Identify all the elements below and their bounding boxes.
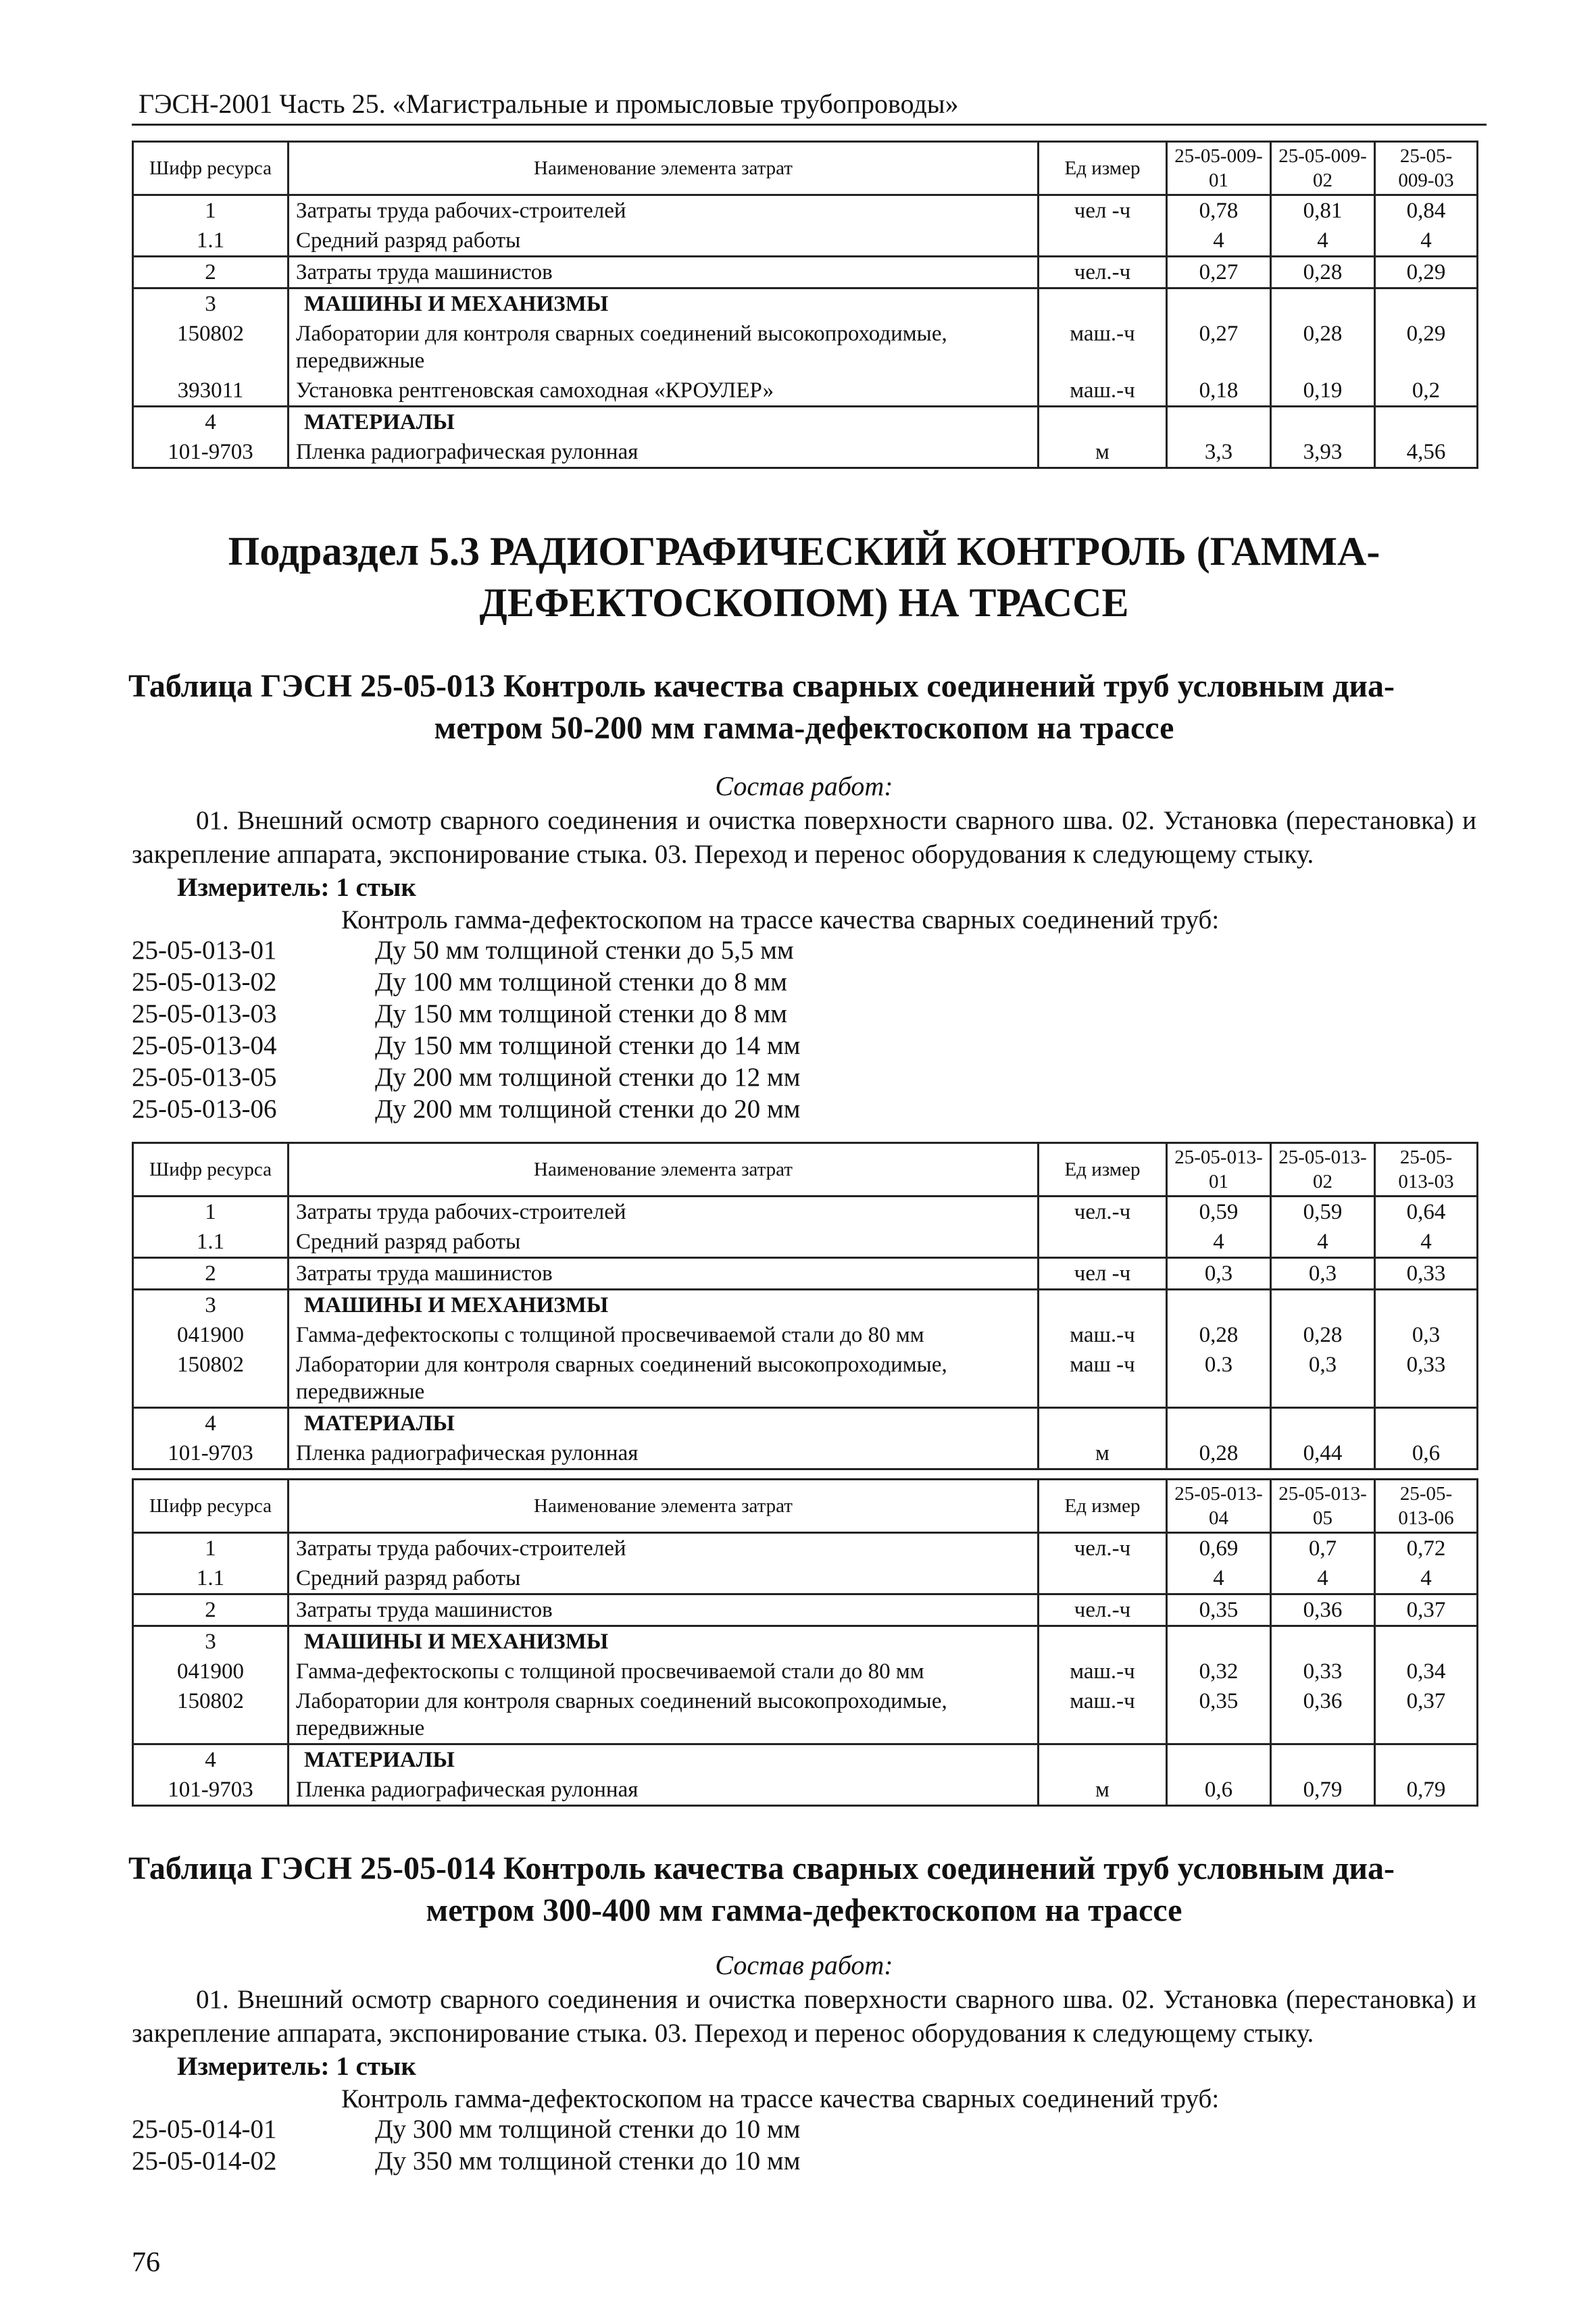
- norm-value: 0,28: [1167, 1320, 1271, 1350]
- column-header-unit: Ед измер: [1039, 1480, 1167, 1533]
- header-divider: [132, 124, 1487, 126]
- norm-value: 0,32: [1167, 1657, 1271, 1686]
- norm-value: 0,33: [1271, 1657, 1375, 1686]
- norm-value: 0,79: [1271, 1775, 1375, 1806]
- resource-code: 041900: [133, 1320, 289, 1350]
- resource-unit: чел.-ч: [1039, 1197, 1167, 1228]
- header-row: [133, 1143, 1478, 1197]
- table-row: [133, 1657, 1478, 1686]
- table-014-title-line2: метром 300-400 мм гамма-дефектоскопом на трассе: [426, 1892, 1182, 1928]
- norm-value: 0,2: [1375, 376, 1478, 407]
- norm-value: 0,84: [1375, 195, 1478, 226]
- norm-value: [1375, 1744, 1478, 1776]
- resource-code: 1: [133, 195, 289, 226]
- norm-value: 4: [1167, 1563, 1271, 1594]
- norm-value: 0,6: [1167, 1775, 1271, 1806]
- norm-value: 0,33: [1375, 1258, 1478, 1290]
- norm-value: [1375, 1626, 1478, 1657]
- resource-code: 101-9703: [133, 437, 289, 468]
- norm-code: 25-05-013-06: [132, 1095, 277, 1124]
- resource-name: Средний разряд работы: [289, 1227, 1039, 1258]
- norm-description: Ду 150 мм толщиной стенки до 8 мм: [375, 999, 787, 1028]
- norm-description: Ду 100 мм толщиной стенки до 8 мм: [375, 967, 787, 997]
- norm-value: 0,3: [1271, 1258, 1375, 1290]
- resource-unit: маш.-ч: [1039, 1320, 1167, 1350]
- norm-value: [1375, 1290, 1478, 1321]
- norm-value: 0,3: [1271, 1350, 1375, 1408]
- table-row: [133, 1258, 1478, 1290]
- resource-code: 4: [133, 1744, 289, 1776]
- norm-value: [1375, 407, 1478, 438]
- section-heading: МАТЕРИАЛЫ: [289, 1744, 1039, 1776]
- table-row: [133, 1533, 1478, 1564]
- resource-code: 1.1: [133, 226, 289, 257]
- norm-value: 4: [1271, 226, 1375, 257]
- list-item: [132, 1030, 1476, 1061]
- norm-value: [1167, 1408, 1271, 1439]
- norm-value: 4: [1167, 1227, 1271, 1258]
- norm-value: 0,3: [1375, 1320, 1478, 1350]
- resource-name: Лаборатории для контроля сварных соединений высокопроходимые, передвижные: [289, 1686, 1039, 1744]
- resource-name: Пленка радиографическая рулонная: [289, 1775, 1039, 1806]
- norm-value: 3,3: [1167, 437, 1271, 468]
- norm-value: 0,59: [1167, 1197, 1271, 1228]
- list-item: [132, 1061, 1476, 1093]
- norm-value: 0,6: [1375, 1438, 1478, 1469]
- column-header-code: Шифр ресурса: [133, 1143, 289, 1197]
- norm-value: 0,37: [1375, 1594, 1478, 1626]
- column-header-code: Шифр ресурса: [133, 142, 289, 195]
- resource-code: 2: [133, 1258, 289, 1290]
- resource-code: 393011: [133, 376, 289, 407]
- meter-013: Измеритель: 1 стык: [177, 873, 416, 902]
- header-row: [133, 142, 1478, 195]
- norm-value: [1271, 1626, 1375, 1657]
- resource-name: Гамма-дефектоскопы с толщиной просвечиваемой стали до 80 мм: [289, 1657, 1039, 1686]
- norm-description: Ду 300 мм толщиной стенки до 10 мм: [375, 2115, 801, 2144]
- norm-list-013: [132, 934, 1476, 1125]
- norm-value: [1271, 288, 1375, 320]
- works-description-013: [132, 804, 1476, 872]
- norm-value: 0,28: [1271, 1320, 1375, 1350]
- works-description-014: [132, 1983, 1476, 2051]
- works-heading-014: Состав работ:: [715, 1950, 893, 1980]
- resource-name: Средний разряд работы: [289, 226, 1039, 257]
- table-row: [133, 195, 1478, 226]
- meter-014: Измеритель: 1 стык: [177, 2052, 416, 2081]
- norm-value: 0,28: [1167, 1438, 1271, 1469]
- norm-value: 0,29: [1375, 257, 1478, 288]
- list-item: [132, 2113, 1476, 2145]
- norm-code: 25-05-013-01: [132, 936, 277, 965]
- norm-value: 0,78: [1167, 195, 1271, 226]
- norm-value: 0,35: [1167, 1594, 1271, 1626]
- column-header-unit: Ед измер: [1039, 1143, 1167, 1197]
- norm-value: 3,93: [1271, 437, 1375, 468]
- column-header-norm: 25-05-013-04: [1167, 1480, 1271, 1533]
- norm-value: 0,72: [1375, 1533, 1478, 1564]
- resource-unit: [1039, 226, 1167, 257]
- norm-value: 4: [1271, 1227, 1375, 1258]
- resource-unit: маш.-ч: [1039, 376, 1167, 407]
- resource-code: 4: [133, 407, 289, 438]
- resource-unit: [1039, 288, 1167, 320]
- resource-table-013-b: [132, 1478, 1478, 1807]
- resource-code: 1: [133, 1197, 289, 1228]
- table-014-title-line1: Таблица ГЭСН 25-05-014 Контроль качества сварных соединений труб условным диа-: [128, 1851, 1395, 1886]
- norm-code: 25-05-013-03: [132, 999, 277, 1028]
- norm-value: [1167, 1290, 1271, 1321]
- norm-value: 0,28: [1271, 257, 1375, 288]
- resource-code: 3: [133, 1626, 289, 1657]
- norm-value: 0,19: [1271, 376, 1375, 407]
- norm-code: 25-05-013-04: [132, 1031, 277, 1060]
- column-header-norm: 25-05-013-03: [1375, 1143, 1478, 1197]
- column-header-code: Шифр ресурса: [133, 1480, 289, 1533]
- resource-unit: чел -ч: [1039, 195, 1167, 226]
- norm-value: 0,35: [1167, 1686, 1271, 1744]
- control-intro-014: Контроль гамма-дефектоскопом на трассе качества сварных соединений труб:: [341, 2084, 1220, 2113]
- table-013-title-line2: метром 50-200 мм гамма-дефектоскопом на трассе: [434, 710, 1174, 746]
- section-heading: МАТЕРИАЛЫ: [289, 1408, 1039, 1439]
- resource-unit: чел.-ч: [1039, 257, 1167, 288]
- table-014-title: [128, 1848, 1480, 1932]
- resource-code: 2: [133, 1594, 289, 1626]
- resource-table-013-a: [132, 1142, 1478, 1470]
- resource-code: 101-9703: [133, 1438, 289, 1469]
- norm-list-014: [132, 2113, 1476, 2177]
- norm-code: 25-05-014-01: [132, 2115, 277, 2144]
- resource-name: Установка рентгеновская самоходная «КРОУЛЕР»: [289, 376, 1039, 407]
- resource-unit: [1039, 1744, 1167, 1776]
- norm-value: 0,36: [1271, 1594, 1375, 1626]
- table-row: [133, 1744, 1478, 1776]
- table-row: [133, 1686, 1478, 1744]
- norm-value: 0,7: [1271, 1533, 1375, 1564]
- section-heading: МАТЕРИАЛЫ: [289, 407, 1039, 438]
- section-heading: МАШИНЫ И МЕХАНИЗМЫ: [289, 1290, 1039, 1321]
- table-row: [133, 1290, 1478, 1321]
- norm-code: 25-05-014-02: [132, 2146, 277, 2175]
- resource-unit: [1039, 1626, 1167, 1657]
- norm-description: Ду 50 мм толщиной стенки до 5,5 мм: [375, 936, 794, 965]
- norm-code: 25-05-013-05: [132, 1063, 277, 1092]
- column-header-norm: 25-05-013-02: [1271, 1143, 1375, 1197]
- works-description-013-text: 01. Внешний осмотр сварного соединения и очистка поверхности сварного шва. 02. Установка (перестановка) и закрепление аппарата, экспонирование стыка. 03. Переход и перенос оборудования к следующему стыку.: [132, 806, 1476, 869]
- norm-value: [1167, 288, 1271, 320]
- resource-name: Пленка радиографическая рулонная: [289, 437, 1039, 468]
- header-row: [133, 1480, 1478, 1533]
- subsection-title-line1: Подраздел 5.3 РАДИОГРАФИЧЕСКИЙ КОНТРОЛЬ (ГАММА-: [228, 529, 1380, 574]
- table-row: [133, 226, 1478, 257]
- resource-unit: маш.-ч: [1039, 319, 1167, 376]
- resource-code: 4: [133, 1408, 289, 1439]
- norm-value: [1271, 1290, 1375, 1321]
- norm-value: [1167, 1744, 1271, 1776]
- resource-unit: [1039, 1408, 1167, 1439]
- norm-value: 4: [1271, 1563, 1375, 1594]
- norm-description: Ду 150 мм толщиной стенки до 14 мм: [375, 1031, 801, 1060]
- resource-code: 2: [133, 257, 289, 288]
- list-item: [132, 1093, 1476, 1125]
- resource-name: Затраты труда рабочих-строителей: [289, 195, 1039, 226]
- resource-name: Лаборатории для контроля сварных соединений высокопроходимые, передвижные: [289, 1350, 1039, 1408]
- column-header-name: Наименование элемента затрат: [289, 1143, 1039, 1197]
- list-item: [132, 966, 1476, 998]
- norm-value: 0,27: [1167, 257, 1271, 288]
- resource-table-009: [132, 141, 1478, 469]
- resource-unit: маш -ч: [1039, 1350, 1167, 1408]
- resource-code: 041900: [133, 1657, 289, 1686]
- resource-unit: [1039, 1290, 1167, 1321]
- resource-unit: маш.-ч: [1039, 1657, 1167, 1686]
- resource-unit: чел.-ч: [1039, 1533, 1167, 1564]
- column-header-name: Наименование элемента затрат: [289, 1480, 1039, 1533]
- resource-unit: чел -ч: [1039, 1258, 1167, 1290]
- column-header-norm: 25-05-013-01: [1167, 1143, 1271, 1197]
- norm-value: [1167, 407, 1271, 438]
- table-row: [133, 1775, 1478, 1806]
- norm-value: 4: [1375, 1563, 1478, 1594]
- norm-description: Ду 350 мм толщиной стенки до 10 мм: [375, 2146, 801, 2175]
- norm-value: [1167, 1626, 1271, 1657]
- resource-name: Средний разряд работы: [289, 1563, 1039, 1594]
- column-header-norm: 25-05-013-05: [1271, 1480, 1375, 1533]
- resource-name: Лаборатории для контроля сварных соединений высокопроходимые, передвижные: [289, 319, 1039, 376]
- norm-value: 0,69: [1167, 1533, 1271, 1564]
- resource-code: 3: [133, 288, 289, 320]
- table-row: [133, 1227, 1478, 1258]
- subsection-title-line2: ДЕФЕКТОСКОПОМ) НА ТРАССЕ: [479, 580, 1129, 625]
- norm-value: [1271, 1744, 1375, 1776]
- column-header-norm: 25-05-009-03: [1375, 142, 1478, 195]
- resource-name: Затраты труда машинистов: [289, 257, 1039, 288]
- resource-name: Затраты труда рабочих-строителей: [289, 1197, 1039, 1228]
- norm-value: 0,59: [1271, 1197, 1375, 1228]
- norm-value: 4: [1375, 226, 1478, 257]
- table-row: [133, 376, 1478, 407]
- subsection-title: [132, 526, 1476, 628]
- resource-name: Пленка радиографическая рулонная: [289, 1438, 1039, 1469]
- norm-value: 0,79: [1375, 1775, 1478, 1806]
- resource-name: Затраты труда рабочих-строителей: [289, 1533, 1039, 1564]
- norm-value: 0,81: [1271, 195, 1375, 226]
- table-row: [133, 1563, 1478, 1594]
- table-row: [133, 1350, 1478, 1408]
- list-item: [132, 934, 1476, 966]
- control-intro-013: Контроль гамма-дефектоскопом на трассе качества сварных соединений труб:: [341, 905, 1220, 934]
- norm-value: 0,44: [1271, 1438, 1375, 1469]
- resource-name: Гамма-дефектоскопы с толщиной просвечиваемой стали до 80 мм: [289, 1320, 1039, 1350]
- norm-description: Ду 200 мм толщиной стенки до 20 мм: [375, 1095, 801, 1124]
- list-item: [132, 2145, 1476, 2177]
- page-number: 76: [132, 2247, 160, 2278]
- table-row: [133, 437, 1478, 468]
- table-row: [133, 1626, 1478, 1657]
- resource-code: 1.1: [133, 1563, 289, 1594]
- norm-value: 0,3: [1167, 1258, 1271, 1290]
- table-row: [133, 1320, 1478, 1350]
- section-heading: МАШИНЫ И МЕХАНИЗМЫ: [289, 288, 1039, 320]
- column-header-norm: 25-05-009-01: [1167, 142, 1271, 195]
- table-row: [133, 288, 1478, 320]
- resource-unit: чел.-ч: [1039, 1594, 1167, 1626]
- resource-code: 150802: [133, 1350, 289, 1408]
- table-row: [133, 407, 1478, 438]
- norm-value: 0,37: [1375, 1686, 1478, 1744]
- norm-value: [1271, 1408, 1375, 1439]
- works-heading-013: Состав работ:: [715, 771, 893, 801]
- works-description-014-text: 01. Внешний осмотр сварного соединения и очистка поверхности сварного шва. 02. Установка (перестановка) и закрепление аппарата, экспонирование стыка. 03. Переход и перенос оборудования к следующему стыку.: [132, 1985, 1476, 2048]
- column-header-name: Наименование элемента затрат: [289, 142, 1039, 195]
- resource-unit: м: [1039, 1438, 1167, 1469]
- list-item: [132, 998, 1476, 1030]
- resource-code: 150802: [133, 319, 289, 376]
- norm-value: 0.3: [1167, 1350, 1271, 1408]
- column-header-norm: 25-05-009-02: [1271, 142, 1375, 195]
- resource-name: Затраты труда машинистов: [289, 1258, 1039, 1290]
- norm-value: [1375, 1408, 1478, 1439]
- resource-name: Затраты труда машинистов: [289, 1594, 1039, 1626]
- table-row: [133, 1594, 1478, 1626]
- resource-unit: [1039, 407, 1167, 438]
- resource-code: 3: [133, 1290, 289, 1321]
- norm-value: 0,18: [1167, 376, 1271, 407]
- norm-value: 0,27: [1167, 319, 1271, 376]
- column-header-norm: 25-05-013-06: [1375, 1480, 1478, 1533]
- table-013-title-line1: Таблица ГЭСН 25-05-013 Контроль качества сварных соединений труб условным диа-: [128, 668, 1395, 704]
- norm-value: 4: [1167, 226, 1271, 257]
- resource-unit: маш.-ч: [1039, 1686, 1167, 1744]
- norm-value: 4: [1375, 1227, 1478, 1258]
- resource-code: 150802: [133, 1686, 289, 1744]
- column-header-unit: Ед измер: [1039, 142, 1167, 195]
- table-row: [133, 257, 1478, 288]
- page-header: ГЭСН-2001 Часть 25. «Магистральные и промысловые трубопроводы»: [139, 89, 959, 119]
- norm-value: 0,34: [1375, 1657, 1478, 1686]
- resource-unit: [1039, 1563, 1167, 1594]
- table-row: [133, 1197, 1478, 1228]
- norm-value: [1375, 288, 1478, 320]
- norm-value: 0,28: [1271, 319, 1375, 376]
- norm-value: 0,36: [1271, 1686, 1375, 1744]
- norm-value: 0,33: [1375, 1350, 1478, 1408]
- table-row: [133, 319, 1478, 376]
- resource-unit: м: [1039, 437, 1167, 468]
- norm-code: 25-05-013-02: [132, 967, 277, 997]
- resource-unit: [1039, 1227, 1167, 1258]
- resource-code: 101-9703: [133, 1775, 289, 1806]
- norm-value: 0,29: [1375, 319, 1478, 376]
- resource-unit: м: [1039, 1775, 1167, 1806]
- table-013-title: [128, 665, 1480, 749]
- resource-code: 1.1: [133, 1227, 289, 1258]
- resource-code: 1: [133, 1533, 289, 1564]
- norm-description: Ду 200 мм толщиной стенки до 12 мм: [375, 1063, 801, 1092]
- section-heading: МАШИНЫ И МЕХАНИЗМЫ: [289, 1626, 1039, 1657]
- norm-value: 0,64: [1375, 1197, 1478, 1228]
- norm-value: [1271, 407, 1375, 438]
- table-row: [133, 1408, 1478, 1439]
- norm-value: 4,56: [1375, 437, 1478, 468]
- table-row: [133, 1438, 1478, 1469]
